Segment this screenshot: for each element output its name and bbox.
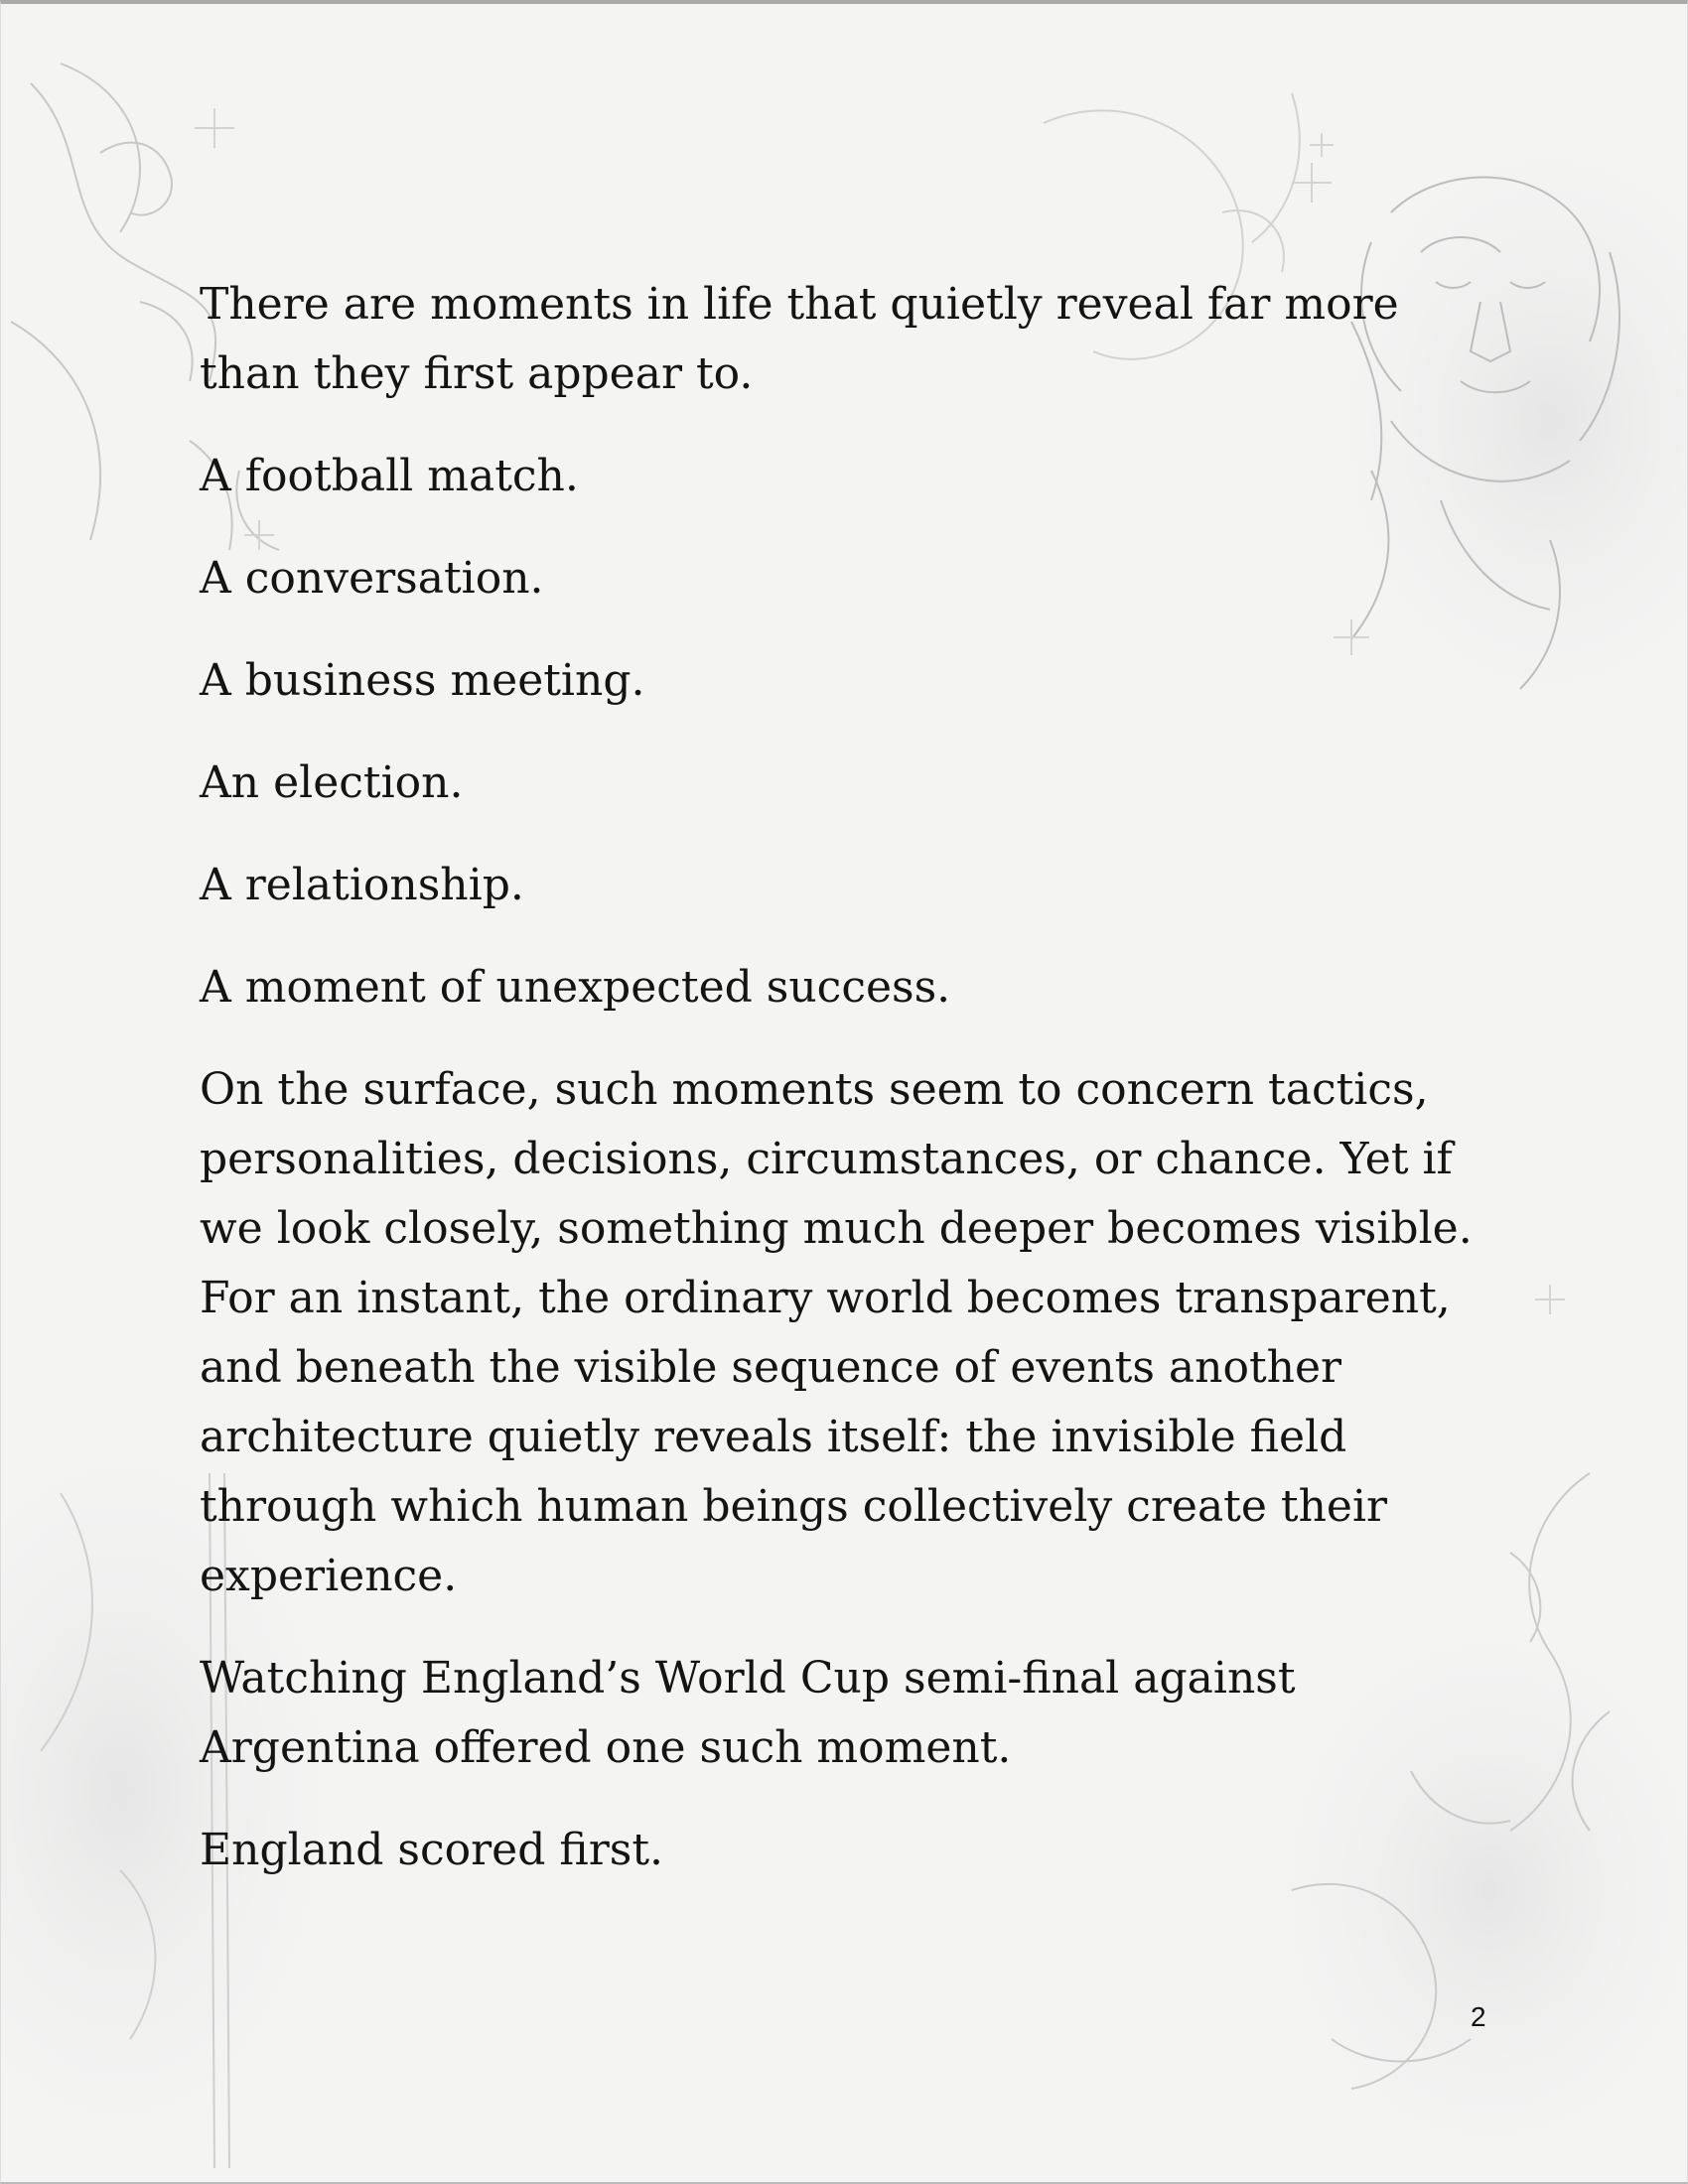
paragraph: An election. [200, 757, 464, 808]
paragraph: A conversation. [200, 553, 544, 604]
paragraph: On the surface, such moments seem to concern tactics, personalities, decisions, circumstances, or chance. Yet if we look closely, something much deeper becomes visible. For an instant, the ordinary world becomes transparent, and beneath the visible sequence of events another architecture quietly reveals itself: the invisible field through which human beings collectively create their experience. [200, 1064, 1473, 1601]
paragraph: There are moments in life that quietly reveal far more than they first appear to. [200, 279, 1399, 399]
page-number: 2 [1471, 2001, 1486, 2032]
paragraph: Watching England’s World Cup semi-final against Argentina offered one such moment. [200, 1653, 1296, 1773]
paragraph: A football match. [200, 451, 579, 501]
paragraph: A relationship. [200, 860, 524, 910]
paragraph: A moment of unexpected success. [200, 962, 951, 1013]
paragraph: A business meeting. [200, 655, 645, 706]
paragraph: England scored first. [200, 1825, 663, 1875]
body-text [200, 270, 1490, 1918]
